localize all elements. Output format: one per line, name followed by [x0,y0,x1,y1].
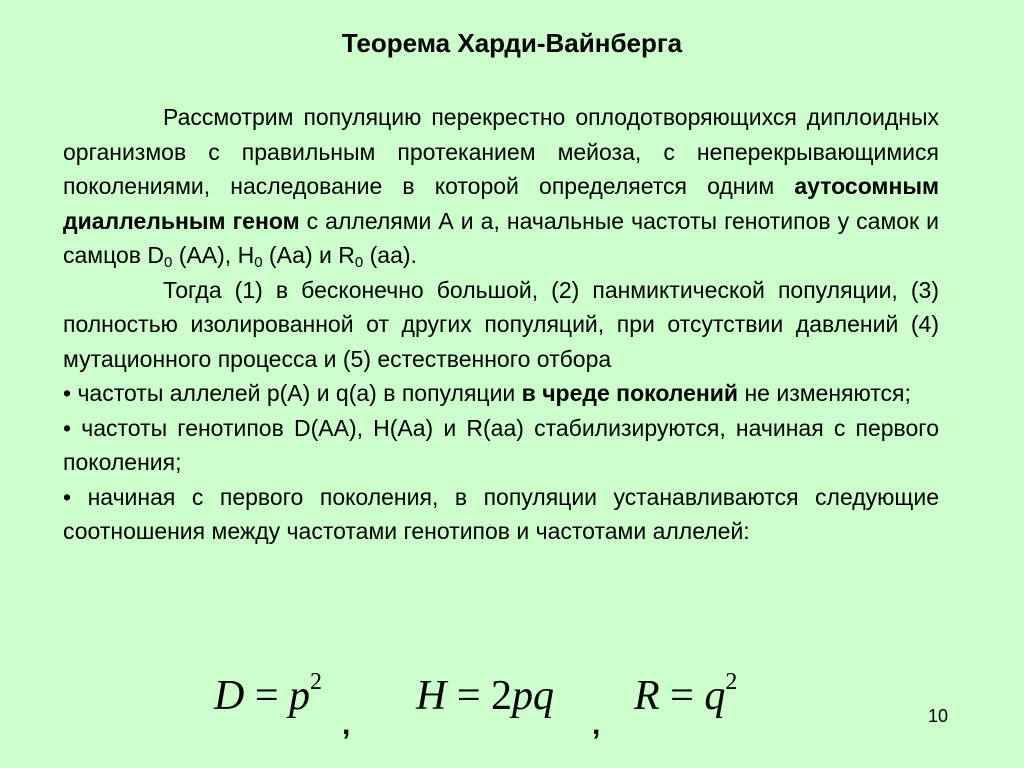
symbol-h: H [237,242,255,268]
formula-symbol: p [289,673,311,719]
bullet-item [63,376,939,411]
subscript-zero: 0 [164,254,173,271]
bullet-text: частоты генотипов D(AA), H(Aa) и R(aa) стабилизируются, начиная с первого поколения; [63,414,939,475]
formula-equals: = [659,673,705,719]
formula-exponent: 2 [310,669,323,695]
formula-d [214,669,323,742]
bullet-marker: • [63,380,72,406]
formula-symbol: q [704,673,726,719]
bullet-item [63,411,939,480]
formula-equals: = [446,673,492,719]
paragraph-text: (Аа) и [262,242,339,268]
page-number: 10 [928,706,949,726]
paragraph-conditions [63,100,939,273]
formula-comma: , [342,708,351,741]
paragraph-assumptions: Тогда (1) в бесконечно большой, (2) панмиктической популяции, (3) полностью изолированной от других популяций, при отсутствии давлений (4) мутационного процесса и (5) естественного отбора [63,276,939,372]
symbol-d: D [147,242,165,268]
bold-term: в чреде поколений [521,380,739,406]
formula-coefficient: 2 [491,673,513,719]
bullet-text: не изменяются; [738,380,911,406]
bullet-item [63,480,939,549]
formula-exponent: 2 [725,669,738,695]
subscript-zero: 0 [254,254,263,271]
slide-title: Теорема Харди-Вайнберга [341,28,683,58]
symbol-r: R [338,242,355,268]
paragraph-text: с аллелями А и а, начальные частоты генотипов у самок и самцов [63,207,940,268]
formula-equals: = [244,673,290,719]
subscript-zero: 0 [354,254,364,271]
formula-symbol: R [634,673,660,719]
bullet-marker: • [63,414,72,441]
formula-symbol: pq [512,673,555,719]
bullet-text: начиная с первого поколения, в популяции устанавливаются следующие соотношения между частотами генотипов и частотами аллелей: [63,483,939,544]
bullet-marker: • [63,483,72,510]
slide-body [63,100,939,549]
paragraph-text: Рассмотрим популяцию перекрестно оплодотворяющихся диплоидных организмов с правильным протеканием мейоза, с неперекрывающимися поколениями, наследование в которой определяется одним [63,104,939,199]
bullet-text: частоты аллелей p(A) и q(a) в популяции [71,380,522,406]
paragraph-text: (аа). [363,242,417,268]
paragraph-text: (АА), [172,242,238,268]
formula-h [416,672,554,742]
formula-symbol: H [416,673,447,719]
formula-symbol: D [214,673,245,719]
formula-comma: , [592,708,601,741]
formula-r [634,669,738,742]
bold-term: аутосомным диаллельным геном [63,173,939,234]
